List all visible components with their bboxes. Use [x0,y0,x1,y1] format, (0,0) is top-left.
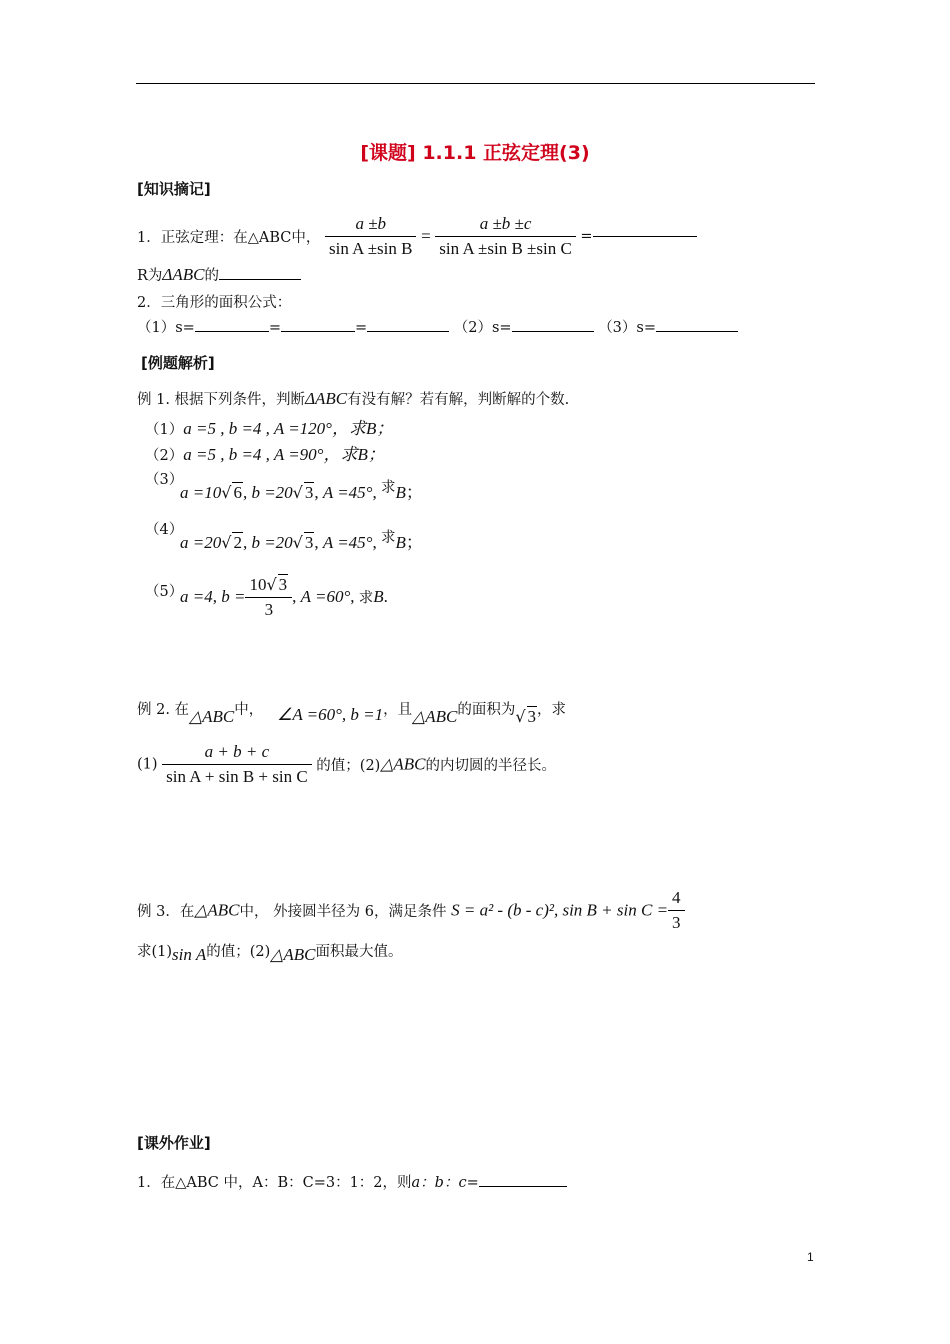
example-1-case-5: a =4, b = $\frac{10√ 3}{3}$ , A =60°, 求B. [180,575,388,619]
r-suffix: 的 [204,268,220,284]
section-homework: [课外作业] [137,1134,211,1152]
sine-law-fraction-1 [325,214,417,259]
radicand: 2 [233,533,242,552]
r-label: R为 [137,268,163,284]
answer-blank[interactable] [281,331,355,332]
question-text: 面积最大值。 [315,944,403,960]
side-b: b =20 [251,483,293,502]
sine-law-fraction-2 [435,214,576,259]
example-3-condition: S = a² - (b - c)², sin B + sin C = [451,900,669,920]
example-3-text: 例 3．在 [137,904,195,920]
section-knowledge: [知识摘记] [137,180,211,198]
example-2-line-1: 例 2. 在△ABC中， ∠A =60°, b =1，且△ABC的面积为√ 3，求 [137,702,567,726]
case-label: （1） [145,422,184,438]
radicand: 3 [304,483,314,502]
side-b: b =20 [251,533,293,552]
side-b: b = [221,587,246,606]
case-condition: a =5 , b =4 , A =120°，求B； [183,419,394,438]
answer-blank[interactable] [593,236,697,237]
unknown-b: B [373,587,384,606]
example-1-case-4: a =20√ 2, b =20√ 3, A =45°, 求B； [180,530,423,552]
example-1-case-3-label: （3） [145,472,184,488]
triangle-symbol: △ABC [189,707,235,726]
example-3-fraction [668,888,685,933]
answer-blank[interactable] [479,1186,567,1187]
section-examples: [例题解析] [141,354,215,372]
area-formula-3-label: （3）s= [598,320,657,336]
equals-sign: = [268,320,281,336]
triangle-symbol: △ABC [270,945,316,964]
ratio-expression: a：b：c= [411,1175,479,1191]
example-1-intro [137,388,569,409]
question-text: 求(1) [137,944,173,960]
radicand: 3 [527,707,537,726]
fraction-2-numerator: a ±b ±c [435,214,576,237]
answer-blank[interactable] [195,331,269,332]
example-1-case-4-label: （4） [145,522,184,538]
question-label: (1) [137,756,158,773]
question-text: 的值；(2) [206,944,271,960]
triangle-symbol: △ABC [194,900,240,920]
question-text: 的值；(2) [316,758,381,774]
example-3-text: 中， 外接圆半径为 6，满足条件 [239,904,447,920]
answer-blank[interactable] [656,331,738,332]
circumradius-line [137,264,301,285]
triangle-symbol: △ABC [380,754,426,774]
angle-a: A =45° [322,483,373,502]
area-formula-1-label: （1）s= [137,320,195,336]
answer-blank[interactable] [367,331,449,332]
homework-text: 1．在△ABC 中，A：B：C=3：1：2，则 [137,1175,412,1191]
page-title: [课题] 1.1.1 正弦定理(3) [360,142,590,164]
area-formula-blanks [137,316,738,337]
answer-blank[interactable] [219,279,301,280]
punct: ； [405,483,423,502]
angle-a: A =60° [300,587,351,606]
sine-law-line [137,214,697,259]
triangle-symbol: △ABC [412,707,458,726]
example-1-case-5-label: （5） [145,584,184,600]
example-1-case-2 [145,440,385,465]
sine-law-prefix: 1．正弦定理：在△ABC中， [137,230,321,246]
example-2-question [137,742,556,787]
side-a: a =20 [180,533,222,552]
triangle-symbol: ΔABC [305,389,348,408]
triangle-symbol: ΔABC [162,265,205,284]
unknown-b: B [395,533,406,552]
example-2-text: ，求 [537,702,567,718]
unknown-b: B [395,483,406,502]
numerator-coeff: 10 [249,575,267,594]
radicand: 3 [304,533,314,552]
radicand: 6 [233,483,242,502]
case-label: （2） [145,448,184,464]
fraction-2-denominator: sin A ±sin B ±sin C [439,239,572,258]
ask-text: 求 [380,480,396,496]
ask-text: 求 [358,590,374,607]
homework-1 [137,1171,567,1192]
sin-a: sin A [172,945,207,964]
fraction-denominator: sin A + sin B + sin C [166,767,308,786]
ask-text: 求 [380,530,396,546]
fraction-denominator: 3 [672,913,681,932]
example-2-text: 中， [234,702,264,718]
side-a: a =4 [180,587,213,606]
example-1-text-end: 有没有解？若有解，判断解的个数. [347,392,570,408]
header-rule [136,83,815,84]
example-1-case-3: a =10√ 6, b =20√ 3, A =45°, 求B； [180,480,423,502]
fraction-numerator: a + b + c [162,742,312,765]
area-formula-heading: 2．三角形的面积公式： [137,295,292,311]
case-condition: a =5 , b =4 , A =90°，求B； [183,445,385,464]
punct: ； [405,533,423,552]
perimeter-over-sines-fraction [162,742,312,787]
answer-blank[interactable] [512,331,594,332]
equals-sign-2: = [580,228,593,245]
example-3-question [137,940,402,965]
question-text: 的内切圆的半径长。 [425,758,557,774]
punct: . [383,587,388,606]
example-3-line-1 [137,888,685,933]
equals-sign: = [354,320,368,336]
fraction-1-numerator: a ±b [325,214,417,237]
equals-sign: = [421,226,431,246]
side-b-fraction: $\frac{10√ 3}{3}$ [245,574,292,620]
fraction-numerator: 4 [668,888,685,911]
example-2-text: 的面积为 [457,702,516,718]
example-2-text: ，且 [383,702,413,718]
example-2-condition: ∠A =60°, b =1 [277,705,384,724]
fraction-1-denominator: sin A ±sin B [328,239,413,258]
radicand: 3 [278,575,288,594]
side-a: a =10 [180,483,222,502]
area-formula-2-label: （2）s= [453,320,512,336]
angle-a: A =45° [322,533,373,552]
example-1-text: 例 1. 根据下列条件，判断 [137,392,306,408]
denominator: 3 [264,600,274,619]
page-number: 1 [807,1250,814,1264]
example-2-text: 例 2. 在 [137,702,190,718]
example-1-case-1 [145,414,393,439]
